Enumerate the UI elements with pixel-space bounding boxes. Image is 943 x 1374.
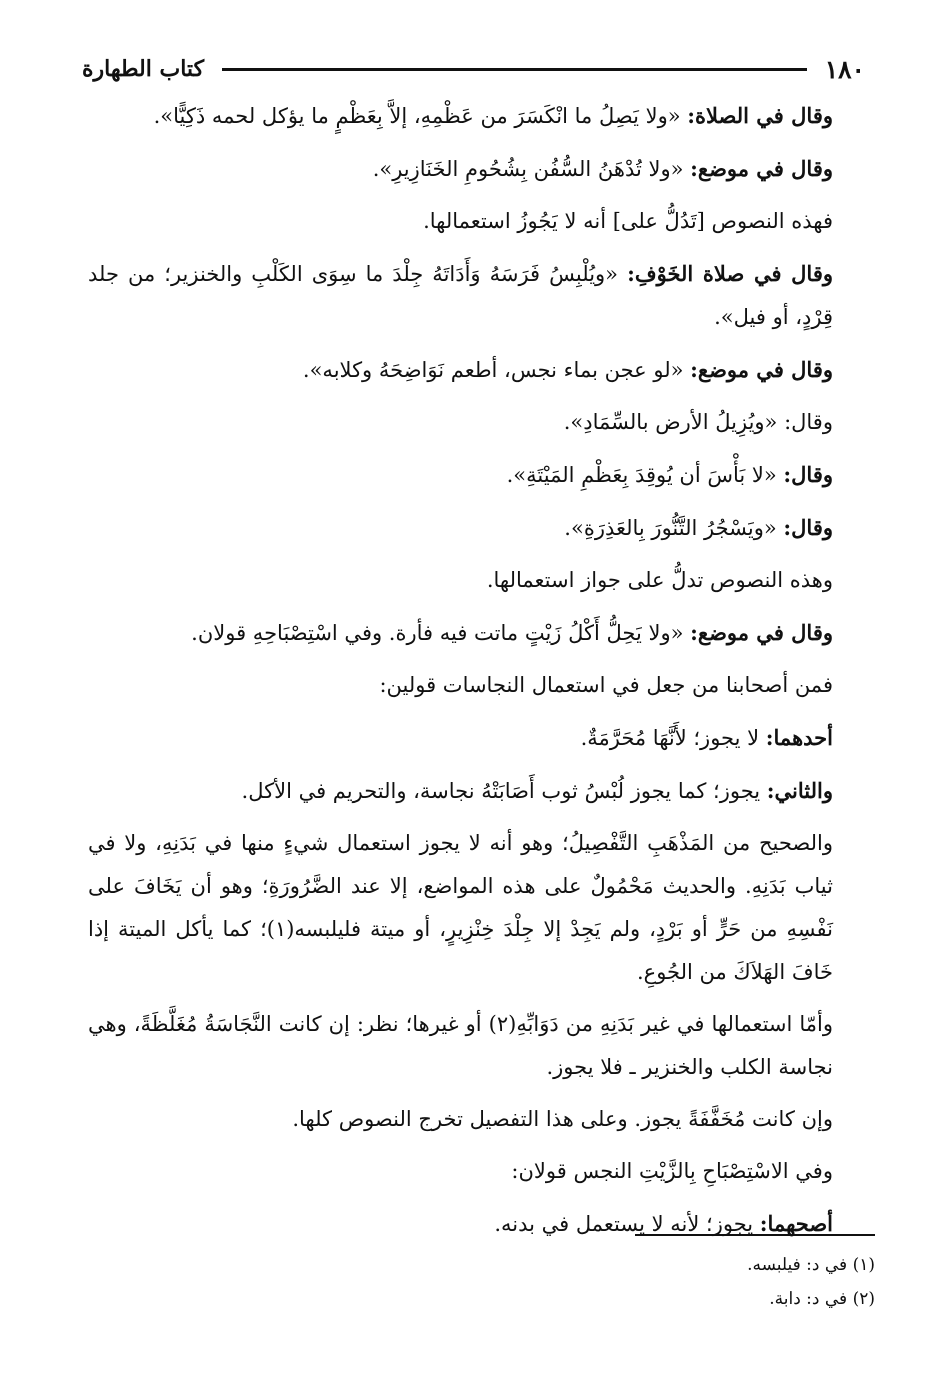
paragraph-text: «ويَسْجُرُ التَّنُّورَ بِالعَذِرَةِ». [564, 516, 784, 540]
paragraph-lead: وقال في موضع: [690, 156, 833, 181]
paragraph-text: «لو عجن بماء نجس، أطعم نَوَاضِحَهُ وكلابه». [302, 358, 691, 382]
paragraph [88, 769, 833, 813]
paragraph-text: يجوز؛ كما يجوز لُبْسُ ثوب أَصَابَتْهُ نجاسة، والتحريم في الأكل. [241, 779, 767, 803]
paragraph-text: يجوز؛ لأنه لا يستعمل في بدنه. [494, 1212, 760, 1236]
paragraph [88, 1098, 833, 1141]
paragraph [88, 1202, 833, 1246]
paragraph [88, 94, 833, 138]
paragraph-text: لا يجوز؛ لأَنَّهَا مُحَرَّمَةٌ. [580, 726, 766, 750]
paragraph-lead: وقال في صلاة الخَوْفِ: [627, 261, 834, 286]
paragraph [88, 506, 833, 550]
header-rule [222, 68, 807, 71]
paragraph [88, 1003, 833, 1089]
paragraph-text: «ولا يَحِلُّ أَكْلُ زَيْتٍ ماتت فيه فأرة. وفي اسْتِصْبَاحِهِ قولان. [191, 621, 691, 645]
paragraph-text: «ولا تُدْهَنُ السُّفُن بِشُحُومِ الخَنَازِيرِ». [372, 157, 691, 181]
paragraph-text: وهذه النصوص تدلُّ على جواز استعمالها. [486, 568, 833, 592]
paragraph [88, 252, 833, 339]
running-title: كتاب الطهارة [82, 56, 205, 82]
paragraph-text: وقال: «ويُزِيلُ الأرض بالسِّمَادِ». [563, 410, 833, 434]
footnote-separator [635, 1234, 875, 1236]
footnote: (١) في د: فيلبسه. [747, 1255, 875, 1275]
paragraph-lead: أحدهما: [765, 725, 833, 750]
footnote: (٢) في د: دابة. [769, 1289, 875, 1309]
paragraph-text: «لا بَأْسَ أن يُوقِدَ بِعَظْمِ المَيْتَةِ». [506, 463, 784, 487]
paragraph [88, 1150, 833, 1193]
paragraph-lead: أصحهما: [759, 1211, 833, 1236]
paragraph [88, 822, 833, 994]
page-body [88, 94, 833, 1255]
paragraph-text: فمن أصحابنا من جعل في استعمال النجاسات قولين: [379, 673, 833, 697]
page-number: ١٨٠ [824, 54, 865, 84]
paragraph-lead: وقال في موضع: [690, 357, 833, 382]
paragraph [88, 664, 833, 707]
footnotes [475, 1248, 875, 1316]
paragraph-lead: والثاني: [766, 778, 833, 803]
paragraph [88, 611, 833, 655]
paragraph [88, 147, 833, 191]
paragraph-text: «ويُلْبِسُ فَرَسَهُ وَأَدَاتَهُ جِلْدَ ما سِوَى الكَلْبِ والخنزير؛ من جلد قِرْدٍ، أو فيل». [88, 262, 833, 329]
paragraph-text: وأمّا استعمالها في غير بَدَنِهِ من دَوَابِّهِ(٢) أو غيرها؛ نظر: إن كانت النَّجَاسَةُ مُغَلَّظَةً، وهي نجاسة الكلب والخنزير ـ فلا يجوز. [88, 1012, 833, 1079]
paragraph-lead: وقال في موضع: [690, 620, 833, 645]
paragraph-lead: وقال: [783, 462, 833, 487]
paragraph [88, 401, 833, 444]
paragraph-lead: وقال: [783, 515, 833, 540]
paragraph [88, 200, 833, 243]
paragraph [88, 348, 833, 392]
paragraph [88, 716, 833, 760]
paragraph [88, 559, 833, 602]
paragraph-text: وفي الاسْتِصْبَاحِ بِالزَّيْتِ النجس قولان: [511, 1159, 833, 1183]
paragraph [88, 453, 833, 497]
page-header [82, 52, 865, 86]
paragraph-text: فهذه النصوص [تَدُلُّ على] أنه لا يَجُوزُ استعمالها. [423, 209, 833, 233]
paragraph-text: والصحيح من المَذْهَبِ التَّفْصِيلُ؛ وهو أنه لا يجوز استعمال شيءٍ منها في بَدَنِهِ، ولا في ثياب بَدَنِهِ. والحديث مَحْمُولٌ على هذه المواضع، إلا عند الضَّرُورَةِ؛ وهو أن يَخَافَ على نَفْسِهِ من حَرٍّ أو بَرْدٍ، ولم يَجِدْ إلا جِلْدَ خِنْزِيرٍ، أو ميتة فليلبسه(١)؛ كما يأكل الميتة إذا خَافَ الهَلاَكَ من الجُوعِ. [88, 831, 834, 984]
paragraph-lead: وقال في الصلاة: [687, 103, 833, 128]
paragraph-text: وإن كانت مُخَفَّفَةً يجوز. وعلى هذا التفصيل تخرج النصوص كلها. [292, 1107, 833, 1131]
paragraph-text: «ولا يَصِلُ ما انْكَسَرَ من عَظْمِهِ، إلاَّ بِعَظْمٍ ما يؤكل لحمه ذَكِيًّا». [153, 104, 688, 128]
